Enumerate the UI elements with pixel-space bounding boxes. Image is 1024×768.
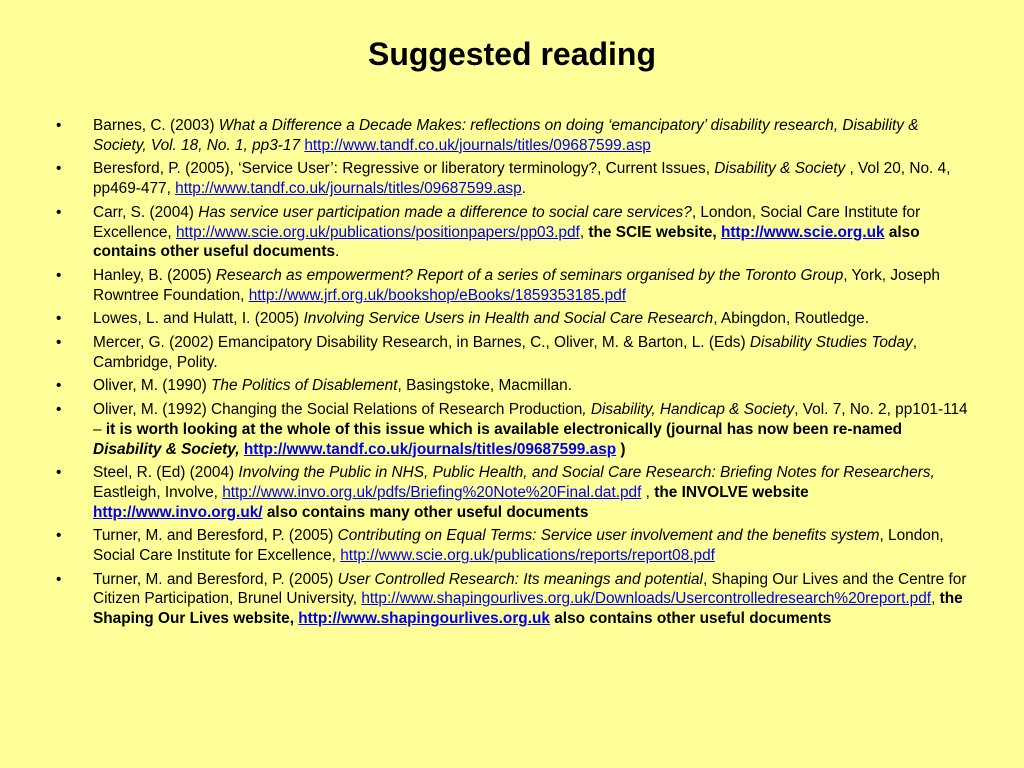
- reference-text: Turner, M. and Beresford, P. (2005): [93, 527, 338, 545]
- reference-item: [93, 266, 973, 305]
- reference-text: , London, Social Care Institute for Excellence,: [93, 203, 921, 241]
- reference-text: also contains many other useful documents: [262, 503, 589, 521]
- reference-link[interactable]: http://www.shapingourlives.org.uk/Downloads/Usercontrolledresearch%20report.pdf: [361, 590, 932, 608]
- reference-link[interactable]: http://www.scie.org.uk/publications/positionpapers/pp03.pdf: [175, 223, 580, 241]
- reference-text: , Abingdon, Routledge.: [713, 310, 869, 328]
- reference-text: , York, Joseph Rowntree Foundation,: [93, 266, 940, 304]
- reference-text: Involving Service Users in Health and Social Care Research: [303, 310, 714, 328]
- reference-link[interactable]: http://www.invo.org.uk/pdfs/Briefing%20Note%20Final.dat.pdf: [222, 483, 642, 501]
- reference-text: Oliver, M. (1990): [93, 377, 212, 395]
- reference-text: ,: [579, 223, 589, 241]
- reference-text: ): [616, 440, 626, 458]
- reference-link[interactable]: http://www.invo.org.uk/: [93, 503, 263, 521]
- reference-text: , Cambridge, Polity.: [93, 334, 918, 371]
- reference-text: Has service user participation made a difference to social care services?: [198, 203, 692, 221]
- reference-text: Disability Studies Today: [749, 334, 913, 352]
- reference-item: [93, 116, 973, 155]
- reference-item: [93, 376, 973, 396]
- reference-link[interactable]: http://www.tandf.co.uk/journals/titles/09687599.asp: [175, 180, 522, 198]
- reference-text: Steel, R. (Ed) (2004): [93, 464, 239, 482]
- reference-link[interactable]: http://www.shapingourlives.org.uk: [298, 610, 550, 628]
- reference-list: [93, 116, 973, 633]
- reference-text: Involving the Public in NHS, Public Health, and Social Care Research: Briefing Notes for Researchers,: [238, 464, 935, 482]
- reference-item: [93, 203, 973, 262]
- reference-link[interactable]: http://www.scie.org.uk/publications/reports/report08.pdf: [340, 547, 715, 565]
- reference-text: , Disability, Handicap & Society: [582, 401, 795, 419]
- reference-text: User Controlled Research: Its meanings and potential: [337, 570, 703, 588]
- reference-text: , London, Social Care Institute for Excellence,: [93, 527, 944, 565]
- reference-text: Beresford, P. (2005), ‘Service User’: Regressive or liberatory terminology?, Current Issues,: [93, 160, 715, 178]
- reference-text: , Vol 20, No. 4, pp469-477,: [93, 160, 951, 198]
- reference-item: [93, 333, 973, 372]
- reference-text: the SCIE website,: [588, 223, 721, 241]
- reference-link[interactable]: http://www.tandf.co.uk/journals/titles/09687599.asp: [243, 440, 617, 458]
- reference-text: also contains other useful documents: [549, 610, 832, 628]
- reference-link[interactable]: http://www.tandf.co.uk/journals/titles/09687599.asp: [304, 136, 651, 154]
- reference-text: The Politics of Disablement: [211, 377, 398, 395]
- reference-item: [93, 309, 973, 329]
- reference-text: .: [335, 243, 340, 261]
- reference-text: .: [521, 180, 526, 198]
- page-title: Suggested reading: [367, 36, 657, 72]
- reference-text: ,: [931, 590, 940, 608]
- reference-text: the INVOLVE website: [654, 483, 809, 501]
- reference-item: [93, 463, 973, 522]
- reference-text: , Shaping Our Lives and the Centre for Citizen Participation, Brunel University,: [93, 570, 967, 608]
- reference-text: Research as empowerment? Report of a series of seminars organised by the Toronto Group: [215, 266, 844, 284]
- reference-text: Barnes, C. (2003): [93, 117, 219, 134]
- reference-link[interactable]: http://www.scie.org.uk: [720, 223, 885, 241]
- reference-item: [93, 159, 973, 198]
- reference-text: Mercer, G. (2002) Emancipatory Disability Research, in Barnes, C., Oliver, M. & Barton, L. (Eds): [93, 334, 750, 352]
- reference-text: , Basingstoke, Macmillan.: [397, 377, 573, 395]
- reference-text: also contains other useful documents: [93, 223, 920, 261]
- reference-text: Carr, S. (2004): [93, 203, 199, 221]
- reference-text: ,: [641, 483, 655, 501]
- reference-text: the Shaping Our Lives website,: [93, 590, 963, 628]
- reference-text: Eastleigh, Involve,: [93, 483, 223, 501]
- reference-text: What a Difference a Decade Makes: reflections on doing ‘emancipatory’ disability research, Disability & Society, Vol. 18, No. 1, pp3-17: [93, 117, 919, 154]
- reference-text: it is worth looking at the whole of this issue which is available electronically (journal has now been re-named: [105, 420, 903, 438]
- reference-text: , Vol. 7, No. 2, pp101-114 –: [93, 401, 968, 438]
- reference-item: [93, 526, 973, 565]
- reference-link[interactable]: http://www.jrf.org.uk/bookshop/eBooks/1859353185.pdf: [248, 286, 627, 304]
- reference-text: Contributing on Equal Terms: Service user involvement and the benefits system: [337, 527, 880, 545]
- reference-text: Turner, M. and Beresford, P. (2005): [93, 570, 338, 588]
- reference-text: Oliver, M. (1992) Changing the Social Relations of Research Production: [93, 401, 583, 419]
- reference-text: Disability & Society,: [93, 440, 240, 458]
- reference-text: Lowes, L. and Hulatt, I. (2005): [93, 310, 304, 328]
- reference-item: [93, 400, 973, 459]
- reference-text: Hanley, B. (2005): [93, 266, 216, 284]
- reference-text: Disability & Society: [714, 160, 846, 178]
- reference-item: [93, 570, 973, 629]
